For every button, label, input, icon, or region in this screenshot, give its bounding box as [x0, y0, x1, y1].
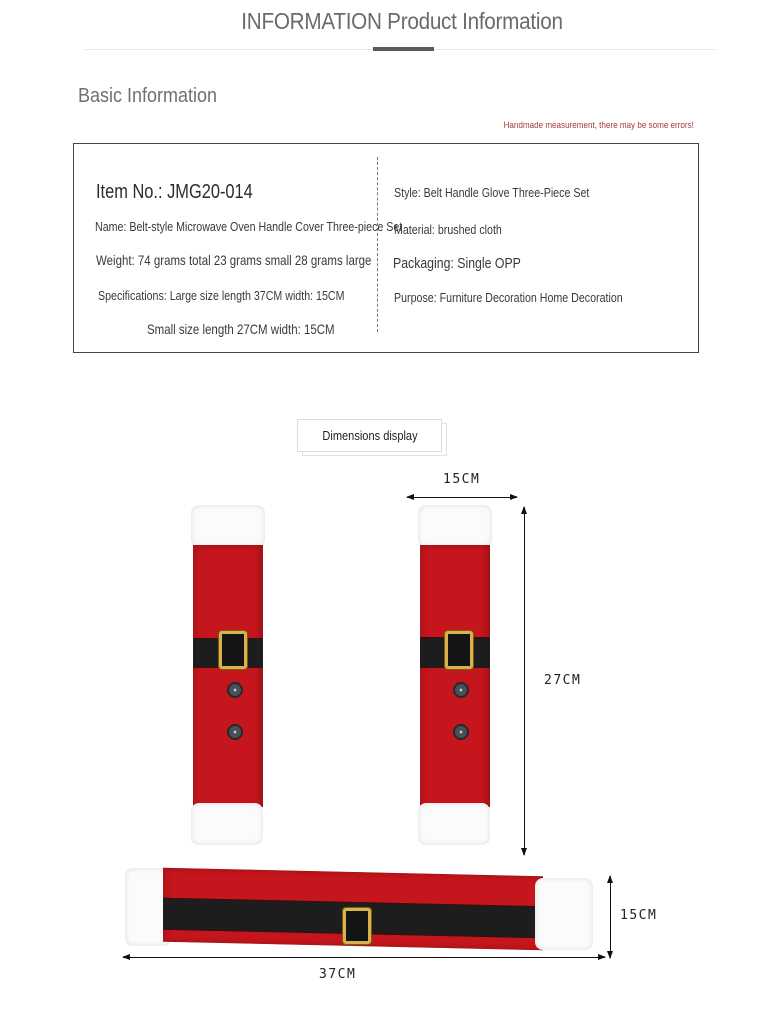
gold-buckle-icon [219, 631, 247, 669]
large-width-label: 15CM [620, 908, 658, 923]
button-icon [453, 682, 469, 698]
small-width-arrow [407, 497, 517, 498]
gold-buckle-icon [445, 631, 473, 669]
button-icon [227, 682, 243, 698]
dimensions-display-label [297, 419, 442, 452]
product-packaging: Packaging: Single OPP [393, 255, 521, 272]
red-felt-body [193, 545, 263, 807]
product-material: Material: brushed cloth [394, 222, 502, 237]
white-cuff-top [191, 505, 265, 547]
small-length-label: 27CM [544, 673, 582, 688]
red-felt-body [420, 545, 490, 807]
product-purpose: Purpose: Furniture Decoration Home Decoration [394, 290, 623, 305]
white-cuff-top [418, 505, 492, 547]
product-weight: Weight: 74 grams total 23 grams small 28 grams large [96, 252, 372, 268]
section-title-basic-information: Basic Information [78, 85, 218, 107]
large-length-label: 37CM [319, 967, 357, 982]
product-style: Style: Belt Handle Glove Three-Piece Set [394, 185, 590, 200]
item-number: Item No.: JMG20-014 [96, 181, 253, 203]
small-handle-cover-measured [417, 505, 493, 845]
small-width-label: 15CM [443, 472, 481, 487]
small-length-arrow [524, 507, 525, 855]
page-title: INFORMATION Product Information [241, 8, 563, 34]
large-length-arrow [123, 957, 605, 958]
small-handle-cover-front [190, 505, 266, 845]
button-icon [227, 724, 243, 740]
button-icon [453, 724, 469, 740]
gold-buckle-icon [343, 908, 371, 944]
white-cuff-bottom [418, 803, 490, 845]
measurement-note: Handmade measurement, there may be some errors! [503, 120, 694, 131]
large-handle-cover [125, 866, 593, 950]
title-accent-bar [373, 47, 434, 51]
product-name: Name: Belt-style Microwave Oven Handle Cover Three-piece Set [95, 219, 403, 234]
info-divider [377, 157, 378, 332]
white-cuff-right [535, 878, 593, 950]
spec-large: Specifications: Large size length 37CM width: 15CM [98, 288, 345, 303]
large-width-arrow [610, 876, 611, 958]
white-cuff-bottom [191, 803, 263, 845]
spec-small: Small size length 27CM width: 15CM [147, 321, 335, 337]
dimensions-display-text: Dimensions display [321, 428, 418, 443]
